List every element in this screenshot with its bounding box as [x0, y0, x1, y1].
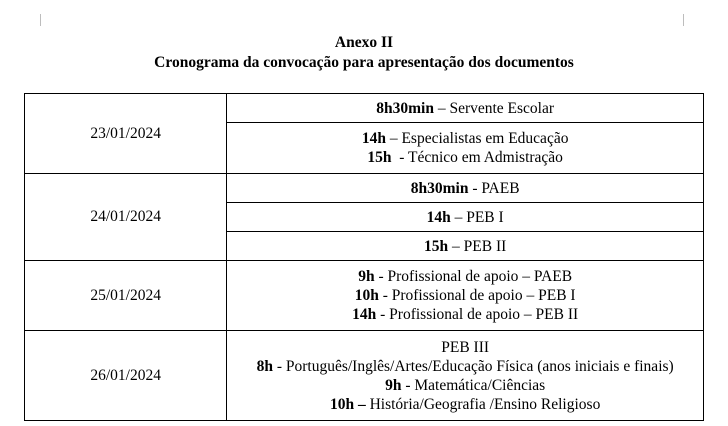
- slot-text: - Profissional de apoio – PAEB: [374, 268, 573, 285]
- slot-cell: [227, 331, 704, 421]
- slot-time: 15h: [367, 149, 392, 166]
- slot-time: 10h –: [329, 395, 366, 413]
- table-row: [25, 261, 704, 331]
- slot-cell: [227, 232, 704, 261]
- slot-line: [227, 208, 703, 227]
- document-subtitle: Cronograma da convocação para apresentação dos documentos: [154, 54, 574, 71]
- slot-text: - PAEB: [468, 179, 520, 197]
- page-margin-mark-left: [40, 14, 41, 26]
- slot-cell: [227, 94, 704, 123]
- slot-line: [227, 286, 703, 305]
- slot-text: - Profissional de apoio – PEB I: [378, 287, 576, 304]
- page-margin-mark-right: [683, 14, 684, 26]
- slot-text: - Profissional de apoio – PEB II: [376, 306, 579, 323]
- slot-text: – PEB II: [448, 237, 507, 255]
- slot-text: - Matemática/Ciências: [401, 376, 546, 394]
- date-cell: 23/01/2024: [25, 94, 227, 174]
- slot-text: - Técnico em Admistração: [391, 149, 563, 166]
- slot-time: 8h30min: [410, 179, 469, 197]
- slot-text: - Português/Inglês/Artes/Educação Física (anos iniciais e finais): [272, 357, 674, 375]
- slot-text: – Especialistas em Educação: [385, 130, 569, 147]
- date-cell: 24/01/2024: [25, 174, 227, 261]
- slot-line: [227, 237, 703, 256]
- date-cell: 25/01/2024: [25, 261, 227, 331]
- slot-line: [227, 148, 703, 167]
- slot-time: 8h30min: [376, 99, 434, 117]
- slot-time: 8h: [256, 357, 273, 375]
- slot-line: [227, 99, 703, 118]
- slot-cell: [227, 261, 704, 331]
- slot-line: [227, 129, 703, 148]
- slot-cell: [227, 123, 704, 174]
- slot-time: 9h: [385, 376, 402, 394]
- slot-cell: [227, 174, 704, 203]
- slot-line: [227, 357, 703, 376]
- slot-time: 14h: [352, 306, 377, 323]
- slot-line: [227, 376, 703, 395]
- table-row: [25, 331, 704, 421]
- slot-line: [227, 338, 703, 357]
- slot-time: 14h: [361, 130, 386, 147]
- table-row: [25, 94, 704, 123]
- slot-text: – Servente Escolar: [433, 99, 555, 117]
- slot-time: 9h: [358, 268, 375, 285]
- slot-time: 15h: [424, 237, 449, 255]
- date-cell: 26/01/2024: [25, 331, 227, 421]
- slot-line: [227, 267, 703, 286]
- slot-line: [227, 305, 703, 324]
- table-row: [25, 174, 704, 203]
- slot-text: História/Geografia /Ensino Religioso: [365, 395, 601, 413]
- slot-cell: [227, 203, 704, 232]
- slot-line: [227, 395, 703, 414]
- slot-line: [227, 179, 703, 198]
- slot-time: 10h: [354, 287, 379, 304]
- slot-time: 14h: [426, 208, 451, 226]
- document-title: Anexo II: [334, 34, 394, 51]
- schedule-table: [24, 93, 704, 421]
- slot-text: – PEB I: [450, 208, 504, 226]
- slot-text: PEB III: [441, 338, 490, 356]
